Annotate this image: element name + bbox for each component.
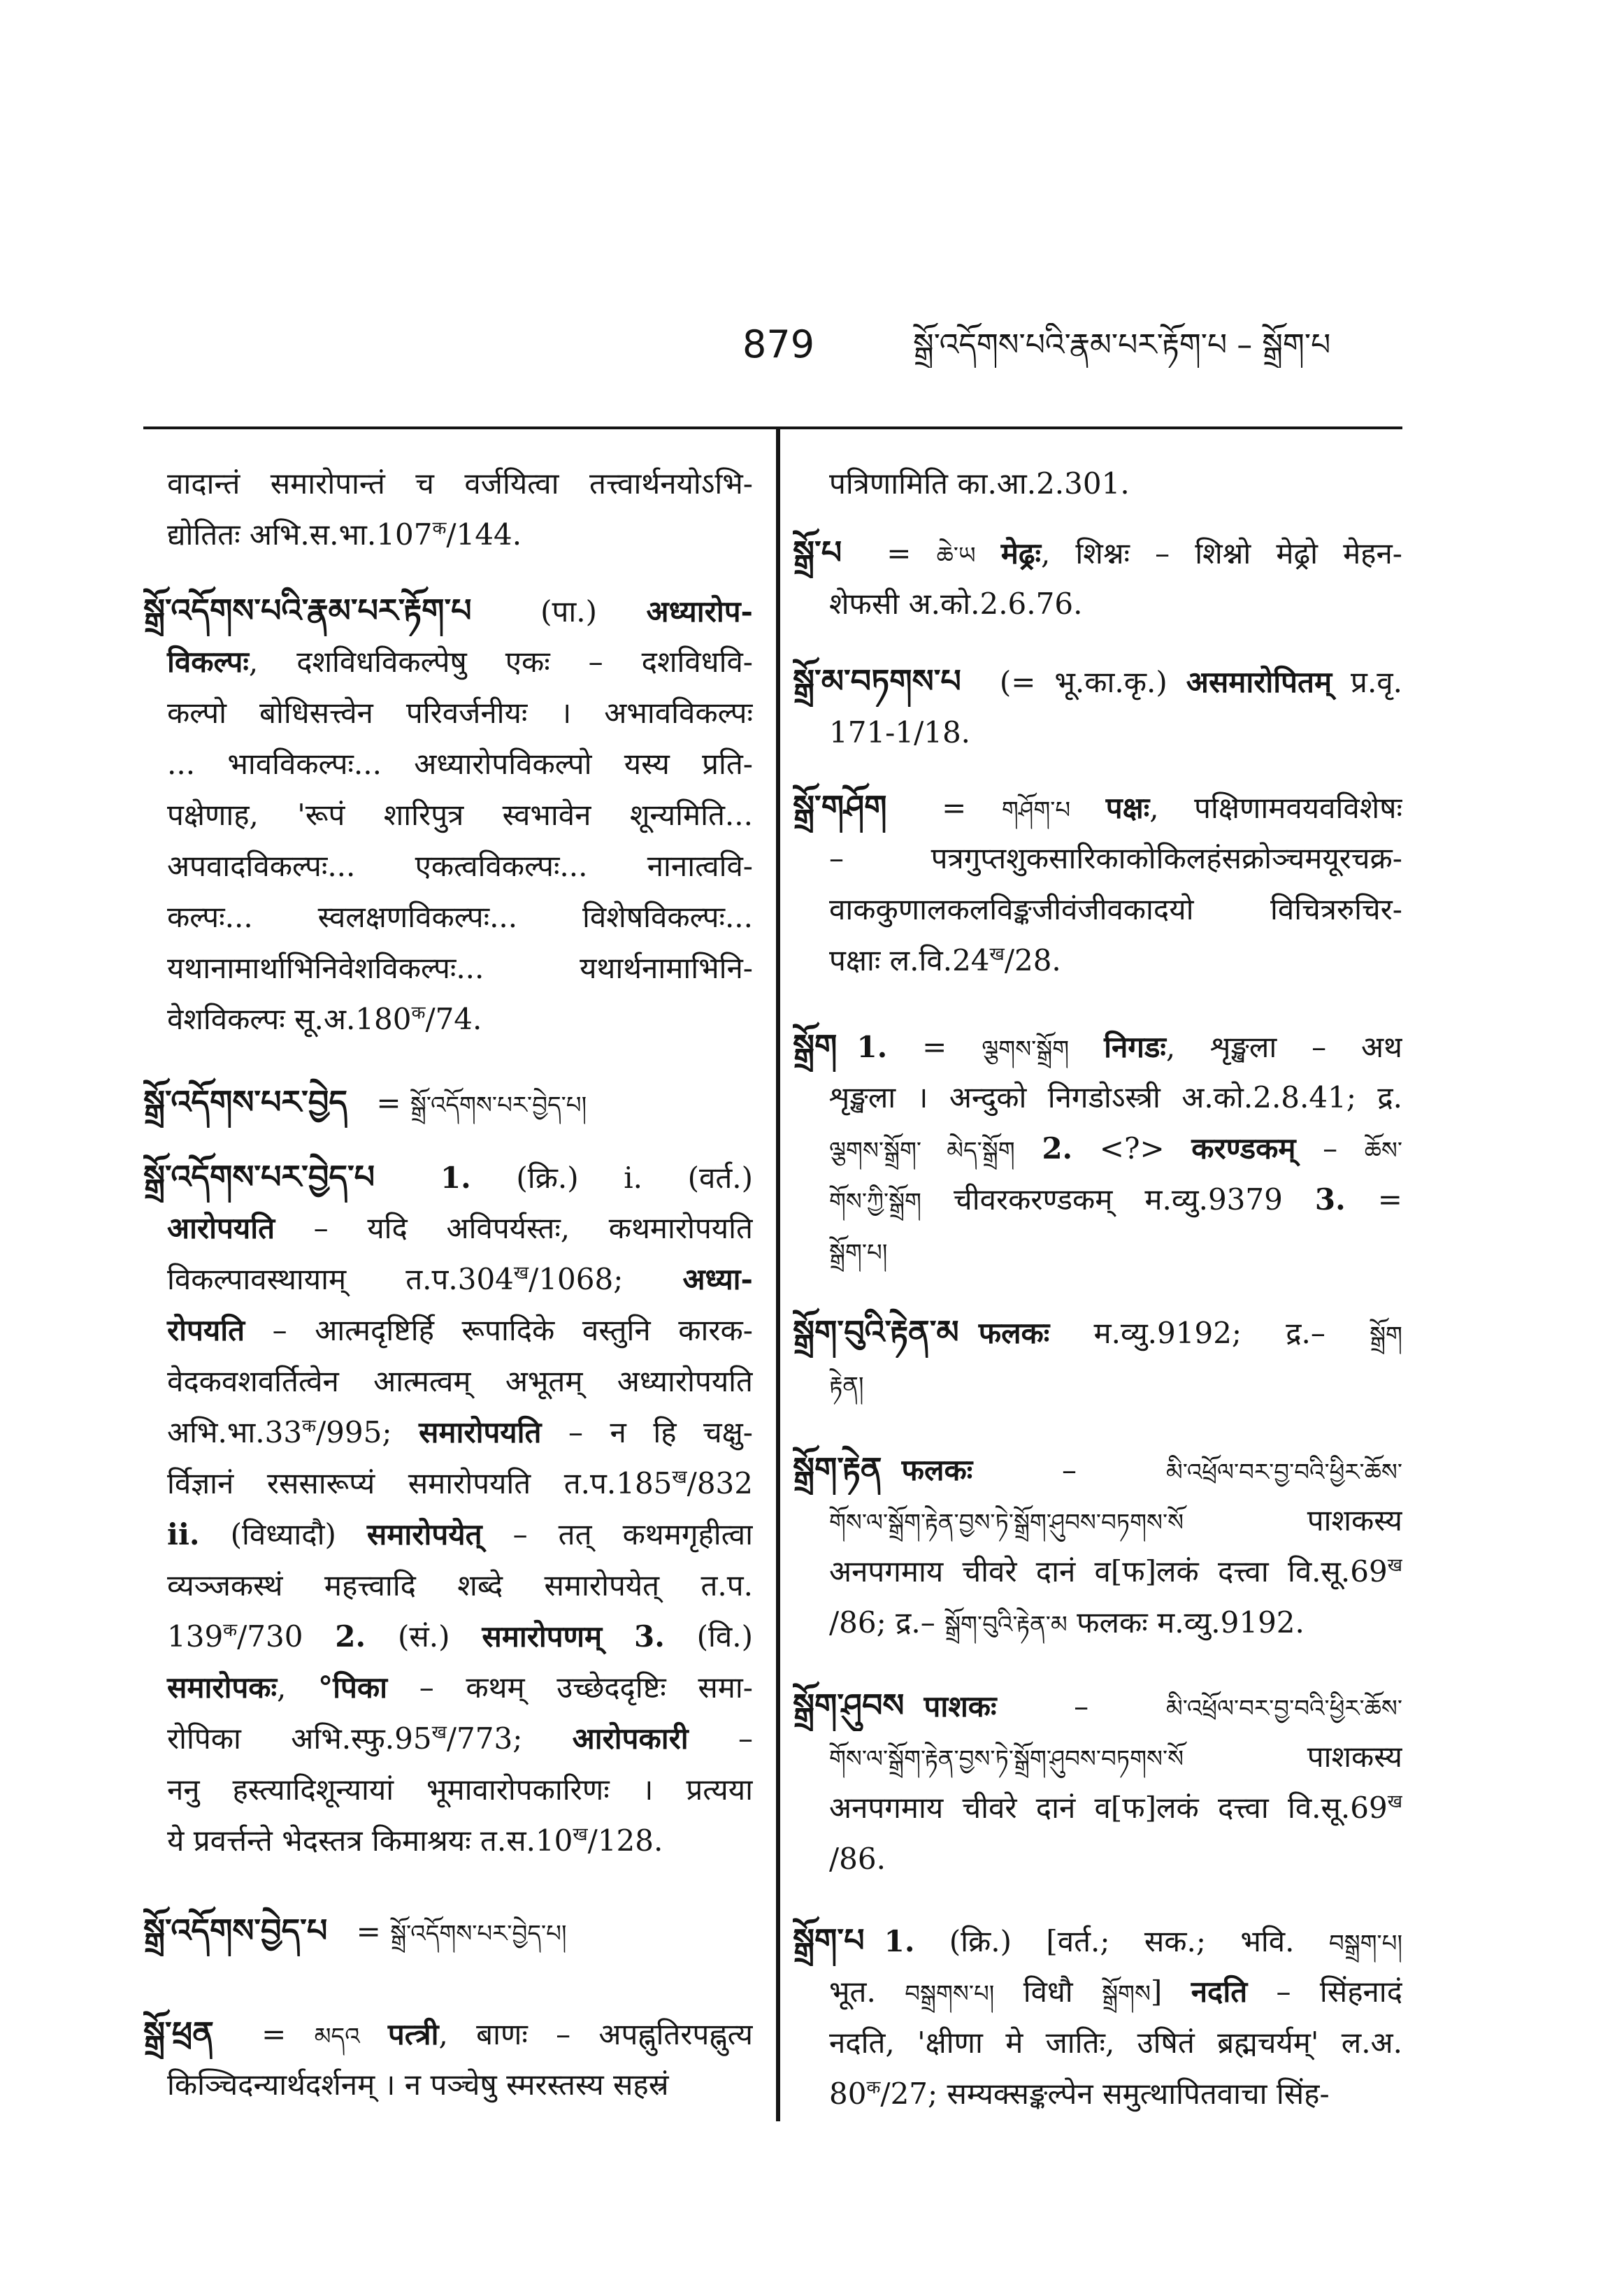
text-run: वाककुणालकलविङ्कजीवंजीवकादयो विचित्ररुचिर- [829,892,1402,926]
folio-side-superscript: ख [513,1263,529,1284]
text-run: कल्पो बोधिसत्त्वेन परिवर्जनीयः । अभावविकल्पः [167,696,753,730]
entry-line [793,578,1402,629]
entry-line [793,1966,1402,2017]
entry-line [793,1782,1402,1833]
entry-line [793,1072,1402,1123]
text-run: = [366,1086,410,1120]
sanskrit-bold-text: समारोपयेत् [366,1517,482,1551]
entry-line [793,1123,1402,1174]
entry-line [143,789,753,840]
tibetan-text: སྒྲོག་པ། [829,1239,888,1267]
dictionary-entry [143,1077,753,1128]
tibetan-text: རྟེན། [829,1372,864,1400]
text-run: भूत. [829,1974,905,2009]
text-run: /86; द्र.– [829,1605,945,1640]
entry-line [793,1021,1402,1072]
text-run: पक्षाः ल.वि.24 [829,943,990,977]
text-run: – [688,1721,753,1756]
tibetan-text: སྒྲོག་བུའི་རྟེན་མ [944,1611,1068,1639]
entry-line [793,458,1402,509]
entry-line [143,585,753,636]
folio-side-superscript: ख [989,944,1005,965]
text-run: – सिंहनादं [1247,1974,1402,2009]
header-rule [143,426,1402,429]
entry-line [143,1611,753,1662]
entry-line [143,509,753,560]
text-run: = [233,2017,315,2051]
text-run: द्योतितः अभि.स.भा.107 [167,517,433,552]
entry-line [143,1305,753,1356]
dictionary-entry [143,1905,753,1956]
entry-line [143,1077,753,1128]
sanskrit-bold-text: फलकः [901,1453,973,1487]
entry-line [793,1225,1402,1276]
folio-side-superscript: ख [573,1824,588,1845]
entry-line [793,2017,1402,2068]
text-run: विकल्पावस्थायाम् त.प.304 [167,1262,514,1296]
folio-side-superscript: ख [672,1467,687,1488]
text-run: पाशकस्य [1184,1740,1402,1774]
entry-line [793,1833,1402,1884]
tibetan-headword: སྒྲོ་འདོགས་པར་བྱེད་པ [143,1158,375,1196]
tibetan-text: གཤོག་པ [1001,796,1071,824]
tibetan-text: གོས་ལ་སྒྲོག་རྟེན་བྱས་ཏེ་སྒྲོག་ཤུབས་བཏགས་སོ [829,1509,1184,1537]
entry-line [793,1174,1402,1225]
text-run: अनपगमाय चीवरे दानं व[फ]लकं दत्त्वा वि.सू.69 [829,1791,1388,1825]
text-run: वेशविकल्पः सू.अ.180 [167,1002,412,1036]
tibetan-text: གོས་ལ་སྒྲོག་རྟེན་བྱས་ཏེ་སྒྲོག་ཤུབས་བཏགས་སོ [829,1745,1184,1773]
text-run: – पत्रगुप्तशुकसारिकाकोकिलहंसक्रोञ्चमयूरचक्र- [829,841,1402,875]
entry-line [143,1458,753,1509]
text-run: = [347,1914,391,1949]
text-run: (= भू.का.कृ.) [980,665,1186,699]
sanskrit-bold-text: पाशकः [924,1689,997,1723]
text-run: फलकः म.व्यु.9192. [1067,1605,1305,1640]
sanskrit-bold-text: मेढ्रः [1000,536,1041,571]
tibetan-headword: སྒྲོག [793,1027,838,1065]
tibetan-headword: སྒྲོ་འདོགས་པར་བྱེད [143,1083,347,1121]
page-number: 879 [742,322,815,366]
dictionary-entry [793,1915,1402,2119]
sanskrit-bold-text: अध्या- [682,1262,753,1296]
sanskrit-bold-text: 1. [884,1924,915,1958]
tibetan-headword: སྒྲོ་འདོགས་བྱེད་པ [143,1912,328,1949]
text-run: (सं.) [366,1619,482,1654]
tibetan-text: མདའ [314,2023,360,2051]
text-run: चीवरकरण्डकम् म.व्यु.9379 [921,1182,1315,1217]
text-run: – तत् कथमगृहीत्वा [482,1517,753,1551]
dictionary-entry [793,458,1402,509]
sanskrit-bold-text: समारोपणम् [482,1619,603,1654]
folio-side-superscript: ख [431,1722,447,1743]
text-run: – [972,1453,1166,1487]
sanskrit-bold-text: °पिका [318,1670,387,1705]
sanskrit-bold-text: निगडः [1104,1030,1166,1064]
entry-line [143,2008,753,2059]
sanskrit-bold-text: पत्त्री [387,2017,439,2051]
entry-line [143,1764,753,1815]
sanskrit-bold-text: अध्यारोप- [646,594,753,629]
text-run [1069,1030,1104,1064]
tibetan-text: མི་འཕྲོལ་བར་བྱ་བའི་ཕྱིར་ཆོས་ [1165,1458,1402,1486]
folio-side-superscript: क [432,518,447,539]
entry-line [143,738,753,789]
tibetan-text: མི་འཕྲོལ་བར་བྱ་བའི་ཕྱིར་ཆོས་ [1165,1695,1402,1723]
running-head: སྒྲོ་འདོགས་པའི་རྣམ་པར་རྟོག་པ – སྒྲོག་པ [913,327,1331,363]
text-run: पत्रिणामिति का.आ.2.301. [829,466,1130,501]
dictionary-entry [143,2008,753,2110]
text-run [360,2017,388,2051]
entry-line [793,656,1402,707]
folio-side-superscript: क [223,1620,238,1641]
entry-line [143,1713,753,1764]
dictionary-entry [793,1307,1402,1409]
text-run: – [1295,1131,1365,1166]
tibetan-text: ལྕགས་སྒྲོག་ མེད་སྒྲོག [829,1137,1015,1165]
tibetan-text: ཆེ་ཡ [936,542,976,570]
text-run: /995; [316,1415,419,1449]
sanskrit-bold-text: 1. [856,1030,888,1064]
text-run: विधौ [994,1974,1102,2009]
tibetan-text: བསྒྲག་པ། [1328,1930,1402,1958]
left-column [143,458,753,2136]
entry-line [143,1815,753,1866]
text-run: /74. [425,1002,482,1036]
dictionary-entry [793,1444,1402,1648]
text-run: 80 [829,2077,867,2111]
dictionary-entry [143,585,753,1045]
text-run: ] [1150,1974,1191,2009]
tibetan-headword: སྒྲོག་པ [793,1921,865,1959]
text-run: /86. [829,1842,886,1876]
text-run: = [861,536,937,571]
folio-side-superscript: ख [1387,1555,1402,1576]
sanskrit-bold-text: असमारोपितम् [1186,665,1332,699]
entry-line [793,707,1402,758]
text-run: वेदकवशवर्तित्वेन आत्मत्वम् अभूतम् अध्यारोपयति [167,1364,753,1398]
text-run: पाशकस्य [1184,1503,1402,1537]
text-run: यथानामार्थाभिनिवेशविकल्पः... यथार्थनामाभिनि- [167,951,753,985]
text-run: /27; सम्यक्सङ्कल्पेन समुत्थापितवाचा सिंह- [880,2077,1330,2111]
text-run: – [996,1689,1166,1723]
sanskrit-bold-text: नदति [1191,1974,1248,2009]
entry-line [143,1509,753,1560]
entry-line [793,833,1402,884]
tibetan-text: གོས་ཀྱི་སྒྲོག [829,1188,921,1216]
sanskrit-bold-text: 1. [394,1161,471,1195]
text-run: (पा.) [491,594,647,629]
text-run: , शृङ्खला – अथ [1165,1030,1402,1064]
tibetan-text: སྒྲོ་འདོགས་པར་བྱེད་པ། [410,1091,587,1119]
sanskrit-bold-text: आरोपकारी [572,1721,689,1756]
entry-line [793,1915,1402,1966]
text-run: – कथम् उच्छेददृष्टिः समा- [387,1670,753,1705]
text-run: व्यञ्जकस्थं महत्त्वादि शब्दे समारोपयेत् त.प. [167,1568,753,1603]
text-run: शेफसी अ.को.2.6.76. [829,587,1083,621]
folio-side-superscript: क [866,2077,881,2098]
entry-line [143,687,753,738]
text-run [602,1619,634,1654]
dictionary-entry [793,1021,1402,1276]
sanskrit-bold-text: 2. [335,1619,366,1654]
text-run [1015,1131,1042,1166]
tibetan-text: སྒྲོ་འདོགས་པར་བྱེད་པ། [390,1920,567,1948]
text-run: /773; [446,1721,573,1756]
text-run: (वि.) [664,1619,753,1654]
tibetan-headword: སྒྲོ་པ [793,533,842,571]
sanskrit-bold-text: 3. [633,1619,665,1654]
dictionary-entry [143,458,753,560]
folio-side-superscript: ख [1387,1791,1402,1812]
dictionary-entry [793,782,1402,986]
tibetan-headword: སྒྲོ་གཤོག [793,788,887,826]
text-run [976,536,1001,571]
entry-line [143,2059,753,2110]
tibetan-text: བསྒྲགས་པ། [905,1980,995,2008]
folio-side-superscript: क [302,1416,317,1437]
text-run: /1068; [529,1262,683,1296]
entry-line [793,935,1402,986]
entry-line [143,994,753,1045]
sanskrit-bold-text: विकल्पः [167,645,249,679]
text-run: = [1345,1182,1402,1217]
text-run: ... भावविकल्पः... अध्यारोपविकल्पो यस्य प्रति- [167,747,753,781]
entry-line [143,1152,753,1203]
text-run: नदति, 'क्षीणा मे जातिः, उषितं ब्रह्मचर्यम्' ल.अ. [829,2026,1402,2060]
text-run: – न हि चक्षु- [541,1415,753,1449]
text-run: म.व्यु.9192; द्र.– [1049,1316,1370,1350]
tibetan-headword: སྒྲོ་ཕྲན [143,2014,214,2052]
dictionary-entry [793,656,1402,758]
entry-line [793,1358,1402,1409]
entry-line [143,840,753,891]
entry-line [143,1560,753,1611]
dictionary-entry [793,527,1402,629]
text-run: कल्पः... स्वलक्षणविकल्पः... विशेषविकल्पः... [167,900,753,934]
entry-line [793,884,1402,935]
text-run: = [887,1030,982,1064]
sanskrit-bold-text: 3. [1314,1182,1346,1217]
text-run: किञ्चिदन्यार्थदर्शनम् । न पञ्चेषु स्मरस्तस्य सहस्रं [167,2067,669,2102]
entry-line [793,2068,1402,2119]
tibetan-text: སྒྲོགས [1102,1980,1151,2008]
sanskrit-bold-text: ii. [167,1517,200,1551]
entry-line [143,1407,753,1458]
entry-line [143,891,753,942]
text-run: , पक्षिणामवयवविशेषः [1149,791,1402,825]
tibetan-headword: སྒྲོག་བུའི་རྟེན་མ [793,1313,959,1351]
tibetan-headword: སྒྲོ་འདོགས་པའི་རྣམ་པར་རྟོག་པ [143,592,472,629]
text-run: ये प्रवर्त्तन्ते भेदस्तत्र किमाश्रयः त.स.10 [167,1823,573,1858]
text-run: शृङ्खला । अन्दुको निगडोऽस्त्री अ.को.2.8.41; द्र. [829,1080,1402,1114]
entry-line [143,1905,753,1956]
entry-line [143,1254,753,1305]
entry-line [793,1731,1402,1782]
entry-line [793,1680,1402,1731]
text-run: /730 [237,1619,336,1654]
entry-line [793,1444,1402,1495]
text-run [1070,791,1106,825]
text-run: , [277,1670,319,1705]
text-run: अनपगमाय चीवरे दानं व[फ]लकं दत्त्वा वि.सू.69 [829,1554,1388,1589]
sanskrit-bold-text: फलकः [978,1316,1050,1350]
text-run: पक्षेणाह, 'रूपं शारिपुत्र स्वभावेन शून्यमिति... [167,798,753,832]
text-run: (क्रि.) i. (वर्त.) [470,1161,753,1195]
text-run: <?> [1072,1131,1192,1166]
text-run: 139 [167,1619,224,1654]
text-run: ननु हस्त्यादिशून्यायां भूमावारोपकारिणः । प्रत्यया [167,1772,753,1807]
text-run: 171-1/18. [829,715,971,750]
folio-side-superscript: क [411,1003,426,1024]
text-run: , बाणः – अपह्नुतिरपह्नुत्य [438,2017,753,2051]
text-run: र्विज्ञानं रससारूप्यं समारोपयति त.प.185 [167,1466,673,1500]
entry-line [793,782,1402,833]
text-run: , शिश्नः – शिश्नो मेढ्रो मेहन- [1040,536,1402,571]
entry-line [793,1597,1402,1648]
entry-line [793,1307,1402,1358]
entry-line [143,1662,753,1713]
entry-line [143,1356,753,1407]
text-run: (क्रि.) [वर्त.; सक.; भवि. [914,1924,1329,1958]
tibetan-text: ལྕགས་སྒྲོག [982,1035,1070,1063]
tibetan-text: སྒྲོག [1370,1321,1402,1349]
text-run: /128. [587,1823,663,1858]
text-run: = [906,791,1002,825]
text-run: /144. [446,517,522,552]
right-column [793,458,1402,2136]
entry-line [143,942,753,994]
entry-line [143,458,753,509]
sanskrit-bold-text: करण्डकम् [1191,1131,1296,1166]
entry-line [143,636,753,687]
entry-line [793,1546,1402,1597]
column-divider [776,428,780,2121]
sanskrit-bold-text: 2. [1042,1131,1073,1166]
text-run: अभि.भा.33 [167,1415,303,1449]
sanskrit-bold-text: समारोपकः [167,1670,278,1705]
text-run: रोपिका अभि.स्फु.95 [167,1721,432,1756]
text-run: वादान्तं समारोपान्तं च वर्जयित्वा तत्त्वार्थनयोऽभि- [167,466,753,501]
text-run: , दशविधविकल्पेषु एकः – दशविधवि- [248,645,753,679]
tibetan-headword: སྒྲོག་རྟེན [793,1450,882,1488]
entry-line [793,527,1402,578]
entry-line [793,1495,1402,1546]
text-run: – आत्मदृष्टिर्हि रूपादिके वस्तुनि कारक- [245,1313,753,1347]
text-run: – यदि अविपर्यस्तः, कथमारोपयति [275,1211,753,1245]
text-run: प्र.वृ. [1332,665,1402,699]
dictionary-entry [143,1152,753,1866]
sanskrit-bold-text: पक्षः [1105,791,1150,825]
text-run: /832 [687,1466,753,1500]
entry-line [143,1203,753,1254]
sanskrit-bold-text: रोपयति [167,1313,245,1347]
tibetan-headword: སྒྲོ་མ་བཏགས་པ [793,662,961,700]
text-run: (विध्यादौ) [199,1517,367,1551]
text-run: /28. [1004,943,1061,977]
sanskrit-bold-text: आरोपयति [167,1211,275,1245]
text-run: अपवादविकल्पः... एकत्वविकल्पः... नानात्ववि- [167,849,753,883]
tibetan-text: ཆོས་ [1364,1137,1402,1165]
sanskrit-bold-text: समारोपयति [419,1415,542,1449]
tibetan-headword: སྒྲོག་ཤུབས [793,1686,905,1724]
dictionary-entry [793,1680,1402,1884]
